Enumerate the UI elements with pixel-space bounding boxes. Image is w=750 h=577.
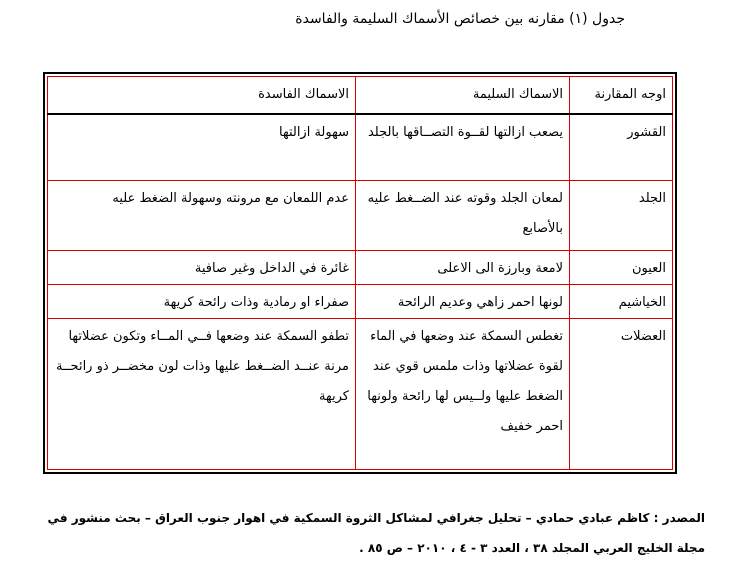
cell-aspect: العضلات xyxy=(570,318,673,470)
cell-spoiled: سهولة ازالتها xyxy=(48,114,356,180)
header-spoiled-fish: الاسماك الفاسدة xyxy=(48,77,356,115)
table-row xyxy=(48,284,673,318)
cell-aspect: العيون xyxy=(570,250,673,284)
cell-healthy: تغطس السمكة عند وضعها في الماء لقوة عضلاتها وذات ملمس قوي عند الضغط عليها ولــيس لها رائحة ولونها احمر خفيف xyxy=(356,318,570,470)
cell-aspect: الجلد xyxy=(570,180,673,250)
table-title: جدول (١) مقارنه بين خصائص الأسماك السليمة والفاسدة xyxy=(295,11,625,27)
cell-spoiled: صفراء او رمادية وذات رائحة كريهة xyxy=(48,284,356,318)
cell-healthy: لمعان الجلد وقوته عند الضــغط عليه بالأصابع xyxy=(356,180,570,250)
table-header-row xyxy=(48,77,673,115)
source-citation xyxy=(40,503,705,563)
source-line-1: المصدر : كاظم عبادي حمادي – تحليل جغرافي لمشاكل الثروة السمكية في اهوار جنوب العراق – بحث منشور في xyxy=(47,511,705,525)
comparison-table-frame xyxy=(43,72,677,474)
cell-spoiled: غائرة في الداخل وغير صافية xyxy=(48,250,356,284)
cell-spoiled: تطفو السمكة عند وضعها فــي المــاء وتكون عضلاتها مرنة عنــد الضــغط عليها وذات لون مخضــر ذو رائحــة كريهة xyxy=(48,318,356,470)
cell-spoiled: عدم اللمعان مع مرونته وسهولة الضغط عليه xyxy=(48,180,356,250)
table-row xyxy=(48,180,673,250)
header-aspect: اوجه المقارنة xyxy=(570,77,673,115)
table-row xyxy=(48,318,673,470)
cell-healthy: لونها احمر زاهي وعديم الرائحة xyxy=(356,284,570,318)
cell-aspect: الخياشيم xyxy=(570,284,673,318)
cell-aspect: القشور xyxy=(570,114,673,180)
table-row xyxy=(48,114,673,180)
source-line-2: مجلة الخليج العربي المجلد ٣٨ ، العدد ٣ - ٤ ، ٢٠١٠ – ص ٨٥ . xyxy=(359,541,705,555)
cell-healthy: لامعة وبارزة الى الاعلى xyxy=(356,250,570,284)
table-row xyxy=(48,250,673,284)
cell-healthy: يصعب ازالتها لقــوة التصــاقها بالجلد xyxy=(356,114,570,180)
comparison-table xyxy=(47,76,673,470)
header-healthy-fish: الاسماك السليمة xyxy=(356,77,570,115)
